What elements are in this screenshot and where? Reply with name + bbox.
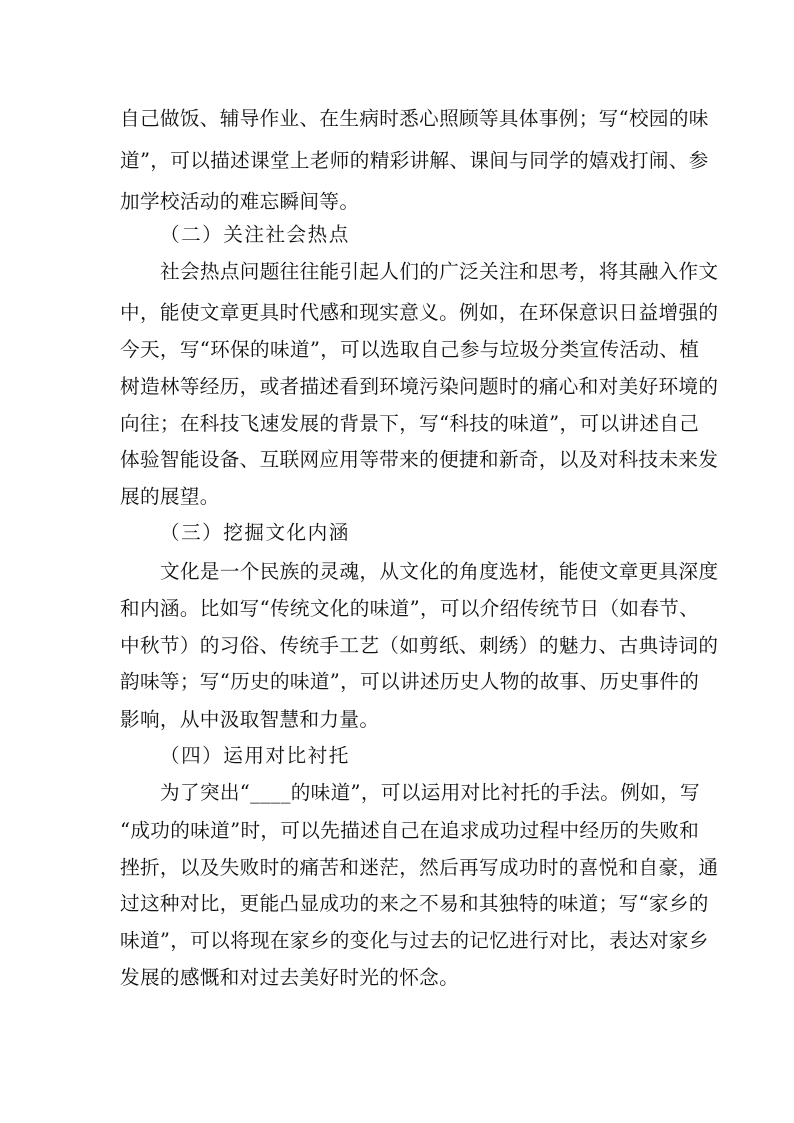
- section-heading: （二）关注社会热点: [160, 223, 350, 246]
- text-line: 和内涵。比如写“传统文化的味道”，可以介绍传统节日（如春节、: [120, 597, 700, 620]
- text-line: 韵味等；写“历史的味道”，可以讲述历史人物的故事、历史事件的: [120, 670, 700, 693]
- text-line: 道”，可以描述课堂上老师的精彩讲解、课间与同学的嬉戏打闹、参: [120, 149, 709, 172]
- section-heading: （三）挖掘文化内涵: [160, 521, 350, 544]
- text-line: 树造林等经历，或者描述看到环境污染问题时的痛心和对美好环境的: [120, 375, 719, 398]
- text-line: 今天，写“环保的味道”，可以选取自己参与垃圾分类宣传活动、植: [120, 338, 700, 361]
- text-line: 中秋节）的习俗、传统手工艺（如剪纸、刺绣）的魅力、古典诗词的: [120, 634, 719, 657]
- section-heading: （四）运用对比衬托: [160, 744, 350, 767]
- text-line: 发展的感慨和对过去美好时光的怀念。: [120, 966, 460, 989]
- text-line: 社会热点问题往往能引起人们的广泛关注和思考，将其融入作文: [160, 260, 719, 283]
- text-line: 中，能使文章更具时代感和现实意义。例如，在环保意识日益增强的: [120, 301, 719, 324]
- text-line: 体验智能设备、互联网应用等带来的便捷和新奇，以及对科技未来发: [120, 448, 719, 471]
- text-line: 向往；在科技飞速发展的背景下，写“科技的味道”，可以讲述自己: [120, 412, 700, 435]
- text-line: 挫折，以及失败时的痛苦和迷茫，然后再写成功时的喜悦和自豪，通: [120, 856, 719, 879]
- text-line: “成功的味道”时，可以先描述自己在追求成功过程中经历的失败和: [120, 819, 700, 842]
- text-line: 味道”，可以将现在家乡的变化与过去的记忆进行对比，表达对家乡: [120, 929, 709, 952]
- text-line: 为了突出“____的味道”，可以运用对比衬托的手法。例如，写: [160, 781, 700, 804]
- text-line: 展的展望。: [120, 485, 220, 508]
- text-line: 影响，从中汲取智慧和力量。: [120, 708, 380, 731]
- text-line: 加学校活动的难忘瞬间等。: [120, 190, 360, 213]
- text-line: 文化是一个民族的灵魂，从文化的角度选材，能使文章更具深度: [160, 560, 719, 583]
- text-line: 过这种对比，更能凸显成功的来之不易和其独特的味道；写“家乡的: [120, 892, 709, 915]
- text-line: 自己做饭、辅导作业、在生病时悉心照顾等具体事例；写“校园的味: [120, 107, 709, 130]
